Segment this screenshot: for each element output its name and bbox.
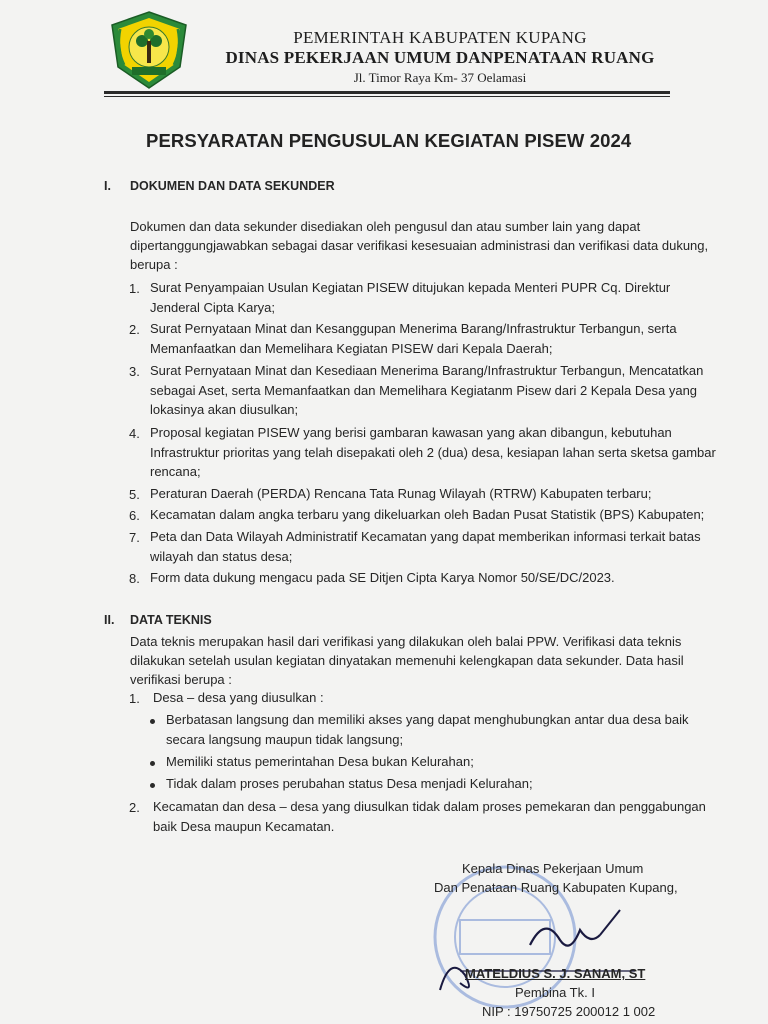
bullet-line: Berbatasan langsung dan memiliki akses yang dapat menghubungkan antar dua desa baik (166, 712, 689, 727)
list-item (150, 319, 677, 358)
section-2-number: II. (104, 613, 115, 627)
bullet-icon (150, 761, 155, 766)
kabupaten-emblem-icon (106, 9, 192, 91)
signatory-nip: NIP : 19750725 200012 1 002 (482, 1004, 656, 1019)
bullet-item (166, 710, 689, 749)
list-item-line: Kecamatan dan desa – desa yang diusulkan tidak dalam proses pemekaran dan penggabungan (153, 799, 706, 814)
list-item-line: Surat Pernyataan Minat dan Kesanggupan Menerima Barang/Infrastruktur Terbangun, serta (150, 321, 677, 336)
list-item-line: Surat Penyampaian Usulan Kegiatan PISEW ditujukan kepada Menteri PUPR Cq. Direktur (150, 280, 671, 295)
list-item-number: 8. (129, 571, 140, 586)
bullet-line: Tidak dalam proses perubahan status Desa menjadi Kelurahan; (166, 776, 533, 791)
list-item-line: rencana; (150, 464, 201, 479)
list-item-number: 2. (129, 800, 140, 815)
list-item-line: Memanfaatkan dan Memelihara Kegiatan PISEW dari Kepala Daerah; (150, 340, 553, 356)
list-item-number: 6. (129, 508, 140, 523)
signatory-name: MATELDIUS S. J. SANAM, ST (465, 966, 646, 981)
bullet-icon (150, 783, 155, 788)
list-item-line: Infrastruktur prioritas yang telah disepakati oleh 2 (dua) desa, kesiapan lahan serta sketsa gambar (150, 444, 716, 460)
list-item-number: 4. (129, 426, 140, 441)
intro-line: dipertanggungjawabkan sebagai dasar verifikasi kesesuaian administrasi dan verifikasi data dukung, (130, 238, 709, 253)
section-1-heading: DOKUMEN DAN DATA SEKUNDER (130, 179, 335, 193)
letterhead-government: PEMERINTAH KABUPATEN KUPANG (293, 28, 587, 47)
list-item-line: Surat Pernyataan Minat dan Kesediaan Menerima Barang/Infrastruktur Terbangun, Mencatatkan (150, 363, 704, 378)
list-item-line: baik Desa maupun Kecamatan. (153, 818, 335, 834)
list-item (150, 361, 703, 420)
intro-line: verifikasi berupa : (130, 672, 232, 687)
bullet-line: secara langsung maupun tidak langsung; (166, 731, 404, 747)
list-item-line: Peraturan Daerah (PERDA) Rencana Tata Runag Wilayah (RTRW) Kabupaten terbaru; (150, 486, 652, 501)
section-2-heading: DATA TEKNIS (130, 613, 212, 627)
list-item (150, 423, 716, 482)
list-item (150, 568, 615, 588)
list-item (150, 278, 670, 317)
letterhead-rule-thick (104, 91, 670, 94)
signatory-title-line1: Kepala Dinas Pekerjaan Umum (462, 861, 644, 876)
signatory-rank: Pembina Tk. I (515, 985, 595, 1000)
list-item-line: Peta dan Data Wilayah Administratif Kecamatan yang dapat memberikan informasi terkait batas (150, 529, 701, 544)
section-2-intro (130, 632, 684, 689)
list-item-number: 3. (129, 364, 140, 379)
list-item-line: Jenderal Cipta Karya; (150, 299, 276, 315)
list-item-line: wilayah dan status desa; (150, 548, 293, 564)
intro-line: Dokumen dan data sekunder disediakan oleh pengusul dan atau sumber lain yang dapat (130, 219, 641, 234)
list-item-number: 1. (129, 691, 140, 706)
list-item-number: 2. (129, 322, 140, 337)
list-item-line: Kecamatan dalam angka terbaru yang dikeluarkan oleh Badan Pusat Statistik (BPS) Kabupaten; (150, 507, 705, 522)
bullet-item (166, 774, 533, 794)
list-item (150, 505, 704, 525)
list-item-number: 1. (129, 281, 140, 296)
list-item (150, 484, 651, 504)
bullet-item (166, 752, 474, 772)
list-item-line: sebagai Aset, serta Memanfaatkan dan Memelihara Kegiatanm Pisew dari 2 Kepala Desa yang (150, 382, 698, 398)
document-title: PERSYARATAN PENGUSULAN KEGIATAN PISEW 2024 (146, 130, 632, 151)
list-item (153, 688, 324, 708)
list-item (150, 527, 701, 566)
section-1-intro (130, 217, 708, 274)
letterhead-rule-thin (104, 96, 670, 97)
list-item (153, 797, 706, 836)
letterhead-address: Jl. Timor Raya Km- 37 Oelamasi (353, 70, 527, 85)
letterhead-agency: DINAS PEKERJAAN UMUM DANPENATAAN RUANG (225, 48, 655, 67)
list-item-number: 7. (129, 530, 140, 545)
list-item-line: Desa – desa yang diusulkan : (153, 690, 324, 705)
intro-line: dilakukan setelah usulan kegiatan dinyatakan memenuhi kelengkapan data sekunder. Data hasil (130, 653, 684, 668)
bullet-line: Memiliki status pemerintahan Desa bukan Kelurahan; (166, 754, 474, 769)
intro-line: Data teknis merupakan hasil dari verifikasi yang dilakukan oleh balai PPW. Verifikasi data teknis (130, 634, 682, 649)
list-item-line: Form data dukung mengacu pada SE Ditjen Cipta Karya Nomor 50/SE/DC/2023. (150, 570, 615, 585)
bullet-icon (150, 719, 155, 724)
signatory-title-line2: Dan Penataan Ruang Kabupaten Kupang, (434, 880, 678, 895)
intro-line: berupa : (130, 257, 178, 272)
list-item-number: 5. (129, 487, 140, 502)
list-item-line: lokasinya akan diusulkan; (150, 402, 299, 417)
section-1-number: I. (104, 179, 111, 193)
list-item-line: Proposal kegiatan PISEW yang berisi gambaran kawasan yang akan dibangun, kebutuhan (150, 425, 672, 440)
